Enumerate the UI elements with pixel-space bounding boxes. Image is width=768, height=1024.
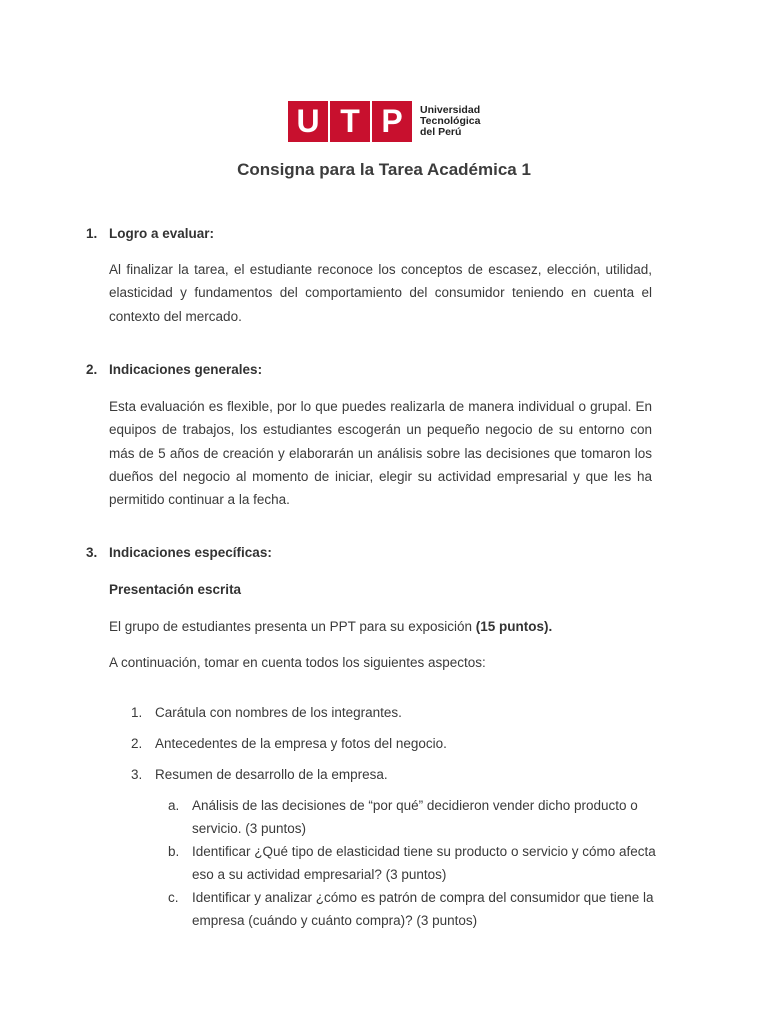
section-2-heading — [86, 362, 262, 377]
section-3-subheading: Presentación escrita — [109, 582, 242, 597]
logo-letter-t: T — [330, 101, 370, 142]
logo-letter-p: P — [372, 101, 412, 142]
section-3-heading — [86, 545, 272, 560]
list-item-text: Carátula con nombres de los integrantes. — [155, 705, 402, 720]
list-item-number: 3. — [131, 767, 143, 782]
logo-text-line2: Tecnológica — [420, 115, 481, 127]
logo-letter-u: U — [288, 101, 328, 142]
sub-list-letter: c. — [168, 890, 179, 905]
list-item — [131, 736, 447, 751]
list-item-number: 1. — [131, 705, 143, 720]
sub-list-letter: b. — [168, 844, 180, 859]
sub-list-item — [168, 886, 662, 932]
sub-list-text: Identificar ¿Qué tipo de elasticidad tiene su producto o servicio y cómo afecta eso a su actividad empresarial? (3 puntos) — [192, 844, 656, 882]
list-item-text: Resumen de desarrollo de la empresa. — [155, 767, 388, 782]
section-1-number: 1. — [86, 226, 98, 241]
section-3-line-2: A continuación, tomar en cuenta todos los siguientes aspectos: — [109, 655, 486, 670]
sub-list-item — [168, 794, 662, 840]
section-1-paragraph: Al finalizar la tarea, el estudiante reconoce los conceptos de escasez, elección, utilidad, elasticidad y fundamentos del comportamiento del consumidor teniendo en cuenta el contexto del mercado. — [109, 262, 652, 324]
section-2-number: 2. — [86, 362, 98, 377]
list-item — [131, 705, 402, 720]
section-2-paragraph: Esta evaluación es flexible, por lo que puedes realizarla de manera individual o grupal. En equipos de trabajos, los estudiantes escogerán un pequeño negocio de su entorno con más de 5 años de creación y elaborarán un análisis sobre las decisiones que tomaron los dueños del negocio al momento de iniciar, elegir su actividad empresarial y que les ha permitido continuar a la fecha. — [109, 399, 652, 508]
section-1-heading-text: Logro a evaluar: — [109, 226, 215, 241]
section-3-heading-text: Indicaciones específicas: — [109, 545, 272, 560]
logo-letters — [288, 101, 412, 142]
section-1-heading — [86, 226, 214, 241]
sub-list-letter: a. — [168, 798, 180, 813]
logo-text-line1: Universidad — [420, 104, 481, 116]
logo-text-line3: del Perú — [420, 126, 462, 138]
logo-university-name — [420, 105, 480, 138]
list-item-number: 2. — [131, 736, 143, 751]
list-item-text: Antecedentes de la empresa y fotos del negocio. — [155, 736, 447, 751]
list-item — [131, 767, 388, 782]
line-1-text: El grupo de estudiantes presenta un PPT para su exposición — [109, 619, 476, 634]
section-3-number: 3. — [86, 545, 98, 560]
section-2-heading-text: Indicaciones generales: — [109, 362, 263, 377]
sub-list-text: Análisis de las decisiones de “por qué” decidieron vender dicho producto o servicio. (3 puntos) — [192, 798, 638, 836]
utp-logo — [288, 101, 480, 142]
document-title: Consigna para la Tarea Académica 1 — [237, 160, 531, 179]
sub-list-text: Identificar y analizar ¿cómo es patrón de compra del consumidor que tiene la empresa (cuándo y cuánto compra)? (3 puntos) — [192, 890, 654, 928]
sub-list-item — [168, 840, 662, 886]
section-3-line-1 — [109, 619, 552, 634]
line-1-points: (15 puntos). — [475, 619, 553, 634]
